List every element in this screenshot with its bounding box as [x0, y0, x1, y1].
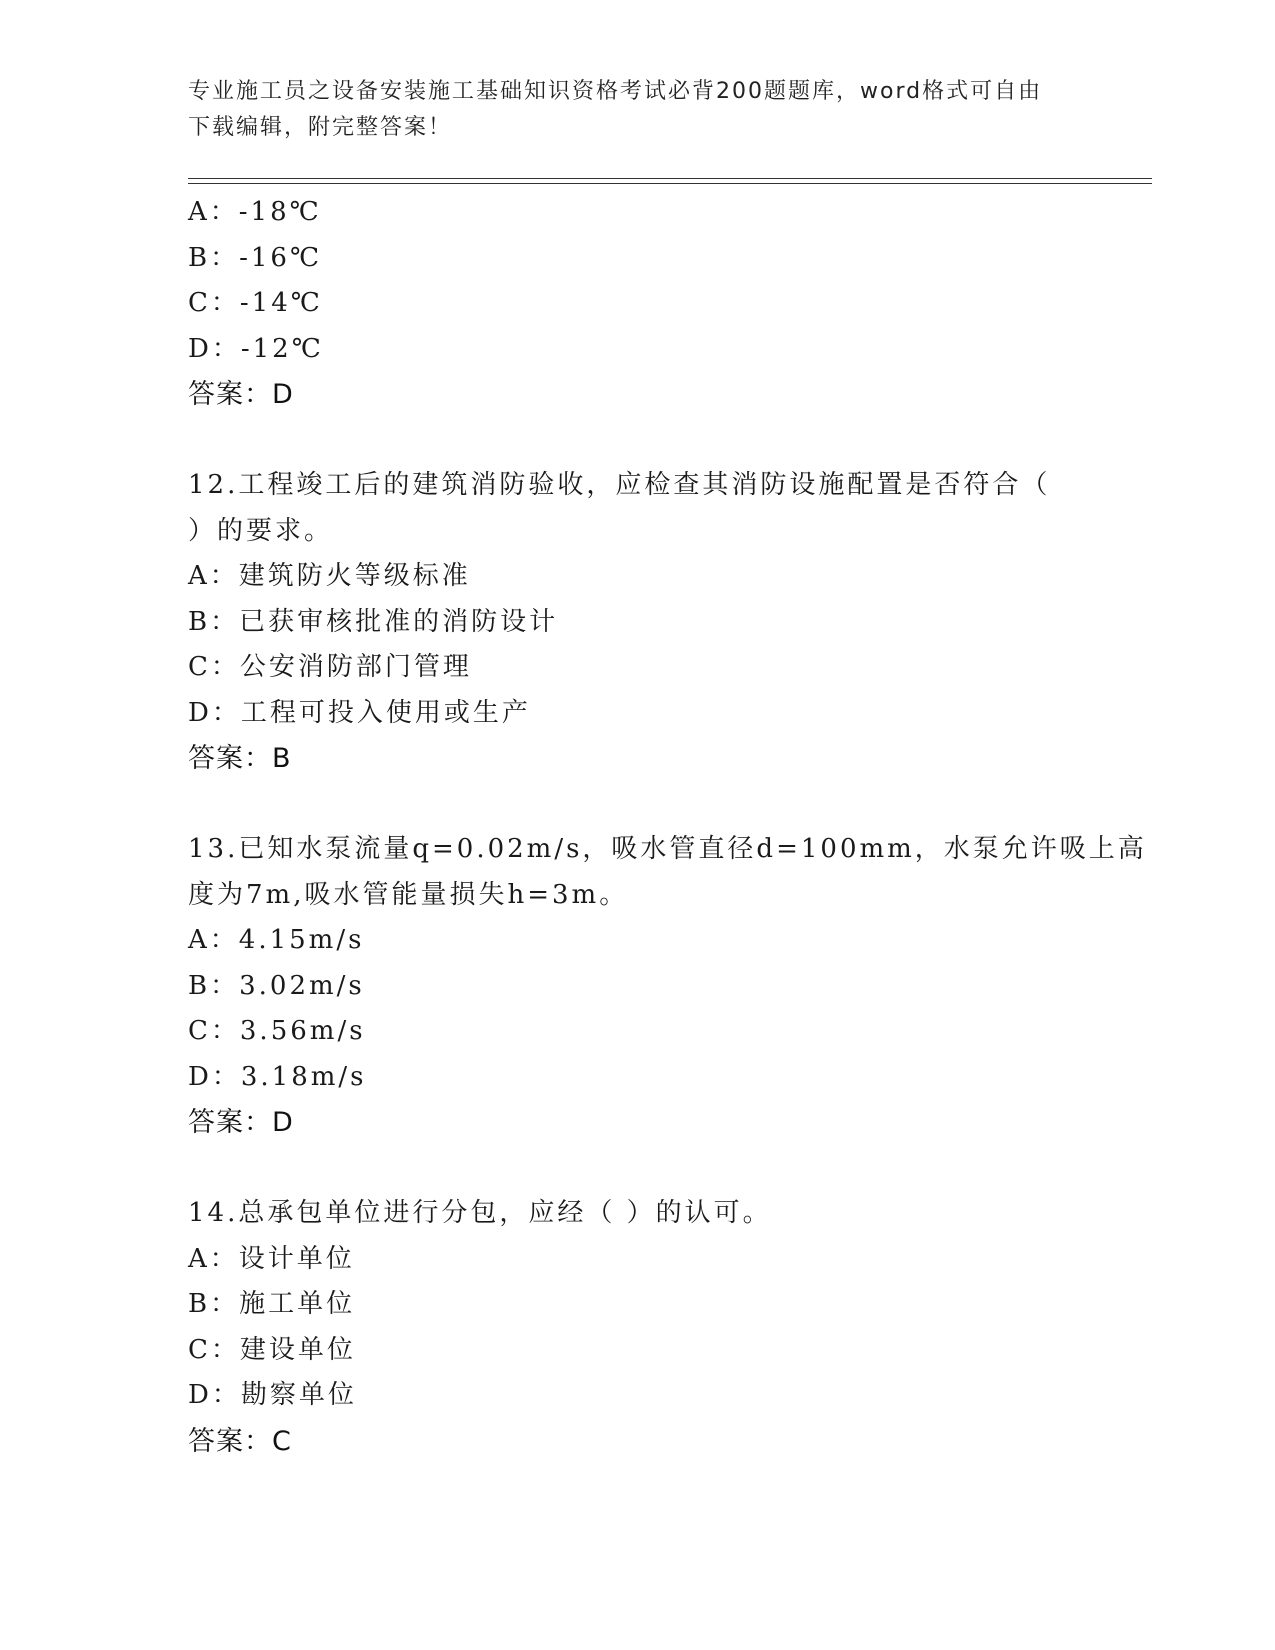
- option-b: B：已获审核批准的消防设计: [188, 606, 559, 637]
- option-a: A：设计单位: [188, 1243, 355, 1274]
- answer-line: 答案：D: [188, 1107, 294, 1138]
- option-c: C：-14℃: [188, 288, 323, 318]
- option-a: A：建筑防火等级标准: [188, 561, 471, 591]
- question-14: [188, 1191, 1088, 1464]
- question-list: [188, 190, 1147, 1464]
- header-divider-bottom: [188, 183, 1152, 184]
- option-c: C：公安消防部门管理: [188, 652, 472, 682]
- stem-line-1: 14.总承包单位进行分包，应经（ ）的认可。: [188, 1198, 772, 1228]
- stem-line-2: 度为7m,吸水管能量损失h=3m。: [188, 879, 629, 910]
- option-d: D：-12℃: [188, 333, 324, 364]
- header-divider-top: [188, 178, 1152, 179]
- answer-line: 答案：C: [188, 1425, 292, 1457]
- answer-line: 答案：B: [188, 743, 292, 774]
- question-13: [188, 827, 1147, 1146]
- document-header: [188, 74, 1078, 146]
- question-stem: [188, 1191, 1058, 1237]
- stem-line-1: 12.工程竣工后的建筑消防验收，应检查其消防设施配置是否符合（: [188, 470, 1051, 500]
- option-b: B：3.02m/s: [188, 970, 365, 1001]
- header-line-1: 专业施工员之设备安装施工基础知识资格考试必背200题题库，word格式可自由: [188, 79, 1043, 104]
- stem-line-1: 13.已知水泵流量q=0.02m/s，吸水管直径d=100mm，水泵允许吸上高: [188, 834, 1147, 864]
- option-b: B：施工单位: [188, 1289, 356, 1319]
- question-stem: [188, 827, 1147, 918]
- question-stem: [188, 463, 1058, 554]
- option-a: A：-18℃: [188, 197, 322, 227]
- spacer: [188, 1146, 1088, 1192]
- spacer: [188, 418, 1088, 464]
- answer-line: 答案：D: [188, 379, 294, 410]
- stem-line-2: ）的要求。: [188, 515, 334, 546]
- question-11: [188, 190, 1088, 418]
- spacer: [188, 782, 1088, 828]
- option-a: A：4.15m/s: [188, 925, 365, 955]
- option-c: C：3.56m/s: [188, 1016, 366, 1046]
- question-12: [188, 463, 1088, 782]
- option-d: D：工程可投入使用或生产: [188, 697, 531, 728]
- option-d: D：3.18m/s: [188, 1061, 367, 1092]
- option-d: D：勘察单位: [188, 1380, 357, 1410]
- option-c: C：建设单位: [188, 1334, 356, 1365]
- header-line-2: 下载编辑，附完整答案！: [188, 115, 453, 140]
- option-b: B：-16℃: [188, 242, 323, 273]
